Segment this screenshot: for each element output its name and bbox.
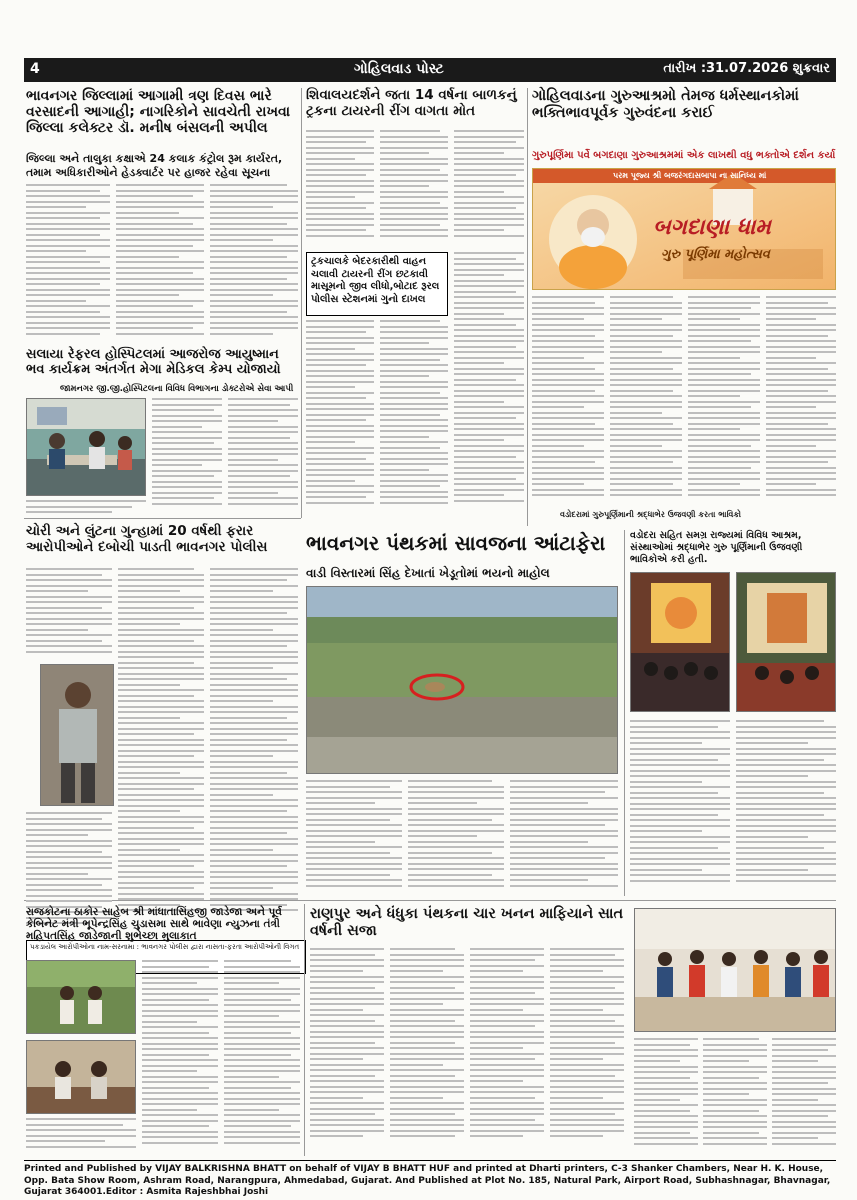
accused-photo-1 [40,664,114,806]
story3-headline: ગોહિલવાડના ગુરુઆશ્રમો તેમજ ધર્મસ્થાનકોમાં ભક્તિભાવપૂર્વક ગુરુવંદના કરાઈ [532,88,799,121]
story3-subhead: ગુરુપૂર્ણિમા પર્વે બગદાણા ગુરુઆશ્રમમાં એક લાખથી વધુ ભક્તોએ દર્શન કર્યા [532,150,836,161]
story7-headline: રાજકોટના ઠાકોર સાહેબ શ્રી માંધાતાસિંહજી જાડેજા અને પૂર્વ કેબિનેટ મંત્રી ભૂપેન્દ્રસિંહ ચુડાસમા સાથે ભાવેણા ન્યુઝના તંત્રી મહિપતસિંહ જાડેજાની શુભેચ્છા મુલાકાત [26,906,282,943]
story1-column [116,184,204,344]
row-divider [24,518,301,519]
story7-column [26,1118,136,1156]
lion-sighting-photo [306,586,618,774]
story7-column [142,960,218,1156]
story5-notice: પકડાયેલ આરોપીઓના નામ-સરનામા : ભાવનગર પોલીસ દ્વારા નાસતા-ફરતા આરોપીઓની વિગત [26,940,306,974]
story5-column [210,568,298,938]
column-divider [304,904,305,1156]
story3-column [630,720,730,896]
story3-column [766,296,836,508]
story8-column [310,948,384,1156]
story8-column [390,948,464,1156]
masthead-bar [24,58,836,82]
banner-title: બગદાણા ધામ [653,215,771,240]
story3-caption1: વડોદરામાં ગુરુપૂર્ણિમાની શ્રદ્ધાભેર ઉજવણી કરતા ભાવિકો [560,510,742,519]
vadodara-photo-1 [630,572,730,712]
story2-column [454,252,524,516]
group-photo [634,908,836,1032]
medical-camp-photo [26,398,146,496]
issue-date: તારીખ :31.07.2026 શુક્રવાર [663,61,830,76]
story8-column [550,948,624,1156]
column-divider [301,88,302,518]
story2-column [306,320,374,516]
column-divider [624,530,625,896]
story2-headline: શિવાલયદર્શને જતા 14 વર્ષના બાળકનું ટ્રકના ટાયરની રીંગ વાગતા મોત [306,87,517,119]
story2-column [454,130,524,248]
story1-subhead: જિલ્લા અને તાલુકા કક્ષાએ 24 કલાક કંટ્રોલ રૂમ કાર્યરત, તમામ અધિકારીઓને હેડક્વાર્ટર પર હાજર રહેવા સૂચના [26,152,283,179]
story1-column [26,184,110,344]
story4-subhead: જામનગર જી.જી.હોસ્પિટલના વિવિધ વિભાગના ડોક્ટરોએ સેવા આપી [60,384,294,394]
story3-column [532,296,604,508]
bagdana-banner [532,168,836,290]
story5-column [26,568,112,658]
meeting-photo-1 [26,960,136,1034]
story6-column [408,780,504,896]
story6-column [306,780,402,896]
page-number: 4 [30,61,40,77]
story1-headline: ભાવનગર જિલ્લામાં આગામી ત્રણ દિવસ ભારે વરસાદની આગાહી; નાગરિકોને સાવચેતી રાખવા જિલ્લા કલેક્ટર ડૉ. મનીષ બંસલની અપીલ [26,88,291,137]
story4-column [26,500,146,516]
story3-column [736,720,836,896]
story7-column [224,960,300,1156]
story3-column [688,296,760,508]
story5-headline: ચોરી અને લુંટના ગુન્હામાં 20 વર્ષથી ફરાર આરોપીઓને દબોચી પાડતી ભાવનગર પોલીસ [26,523,268,555]
story4-headline: સલાયા રેફરલ હોસ્પિટલમાં આજરોજ આયુષ્માન ભવ કાર્યક્રમ અંતર્ગત મેગા મેડિકલ કેમ્પ યોજાયો [26,347,281,377]
story8-headline: રાણપુર અને ધંધુકા પંથકના ચાર ખનન માફિયાને સાત વર્ષની સજા [310,906,624,939]
story8-column [470,948,544,1156]
story4-column [152,398,222,516]
vadodara-photo-2 [736,572,836,712]
meeting-photo-2 [26,1040,136,1114]
story8-column [703,1038,767,1156]
footer-divider [24,1160,836,1161]
banner-subtitle: ગુરુ પૂર્ણિમા મહોત્સવ [661,247,770,262]
story3-column [610,296,682,508]
story2-column [380,320,448,516]
imprint-footer: Printed and Published by VIJAY BALKRISHNA BHATT on behalf of VIJAY B BHATT HUF and printed at Dharti printers, C-3 Shanker Chambers, Near H. K. House, Opp. Bata Show Room, Ashram Road, Narangpura, Ahmedabad, Gujarat. And Published at Plot No. 185, Natural Park, Airport Road, Subhashnagar, Bhavnagar, Gujarat 364001.Editor : Asmita Rajeshbhai Joshi [24,1164,831,1198]
story2-highlight-box: ટ્રકચાલકે બેદરકારીથી વાહન ચલાવી ટાયરની રીંગ છટકાવી માસૂમનો જીવ લીધો,બોટાદ રૂરલ પોલીસ સ્ટેશનમાં ગુનો દાખલ [306,252,448,316]
story4-column [228,398,298,516]
story2-column [306,130,374,248]
column-divider [527,88,528,526]
story3-caption2: વડોદરા સહિત સમગ્ર રાજ્યમાં વિવિધ આશ્રમ, સંસ્થાઓમાં શ્રદ્ધાભેર ગુરુ પૂર્ણિમાની ઉજવણી ભાવિકોએ કરી હતી. [630,530,803,565]
story8-column [772,1038,836,1156]
story6-column [510,780,618,896]
story5-column [118,568,204,938]
story6-subhead: વાડી વિસ્તારમાં સિંહ દેખાતાં ખેડૂતોમાં ભયનો માહોલ [306,566,550,580]
story8-column [634,1038,698,1156]
story6-headline: ભાવનગર પંથકમાં સાવજના આંટાફેરા [306,531,606,555]
story2-column [380,130,448,248]
paper-name: ગોહિલવાડ પોસ્ટ [354,61,444,77]
story1-column [210,184,298,344]
banner-top-text: પરમ પૂજ્ય શ્રી બજરંગદાસબાપા ના સાનિધ્ય માં [613,171,767,180]
